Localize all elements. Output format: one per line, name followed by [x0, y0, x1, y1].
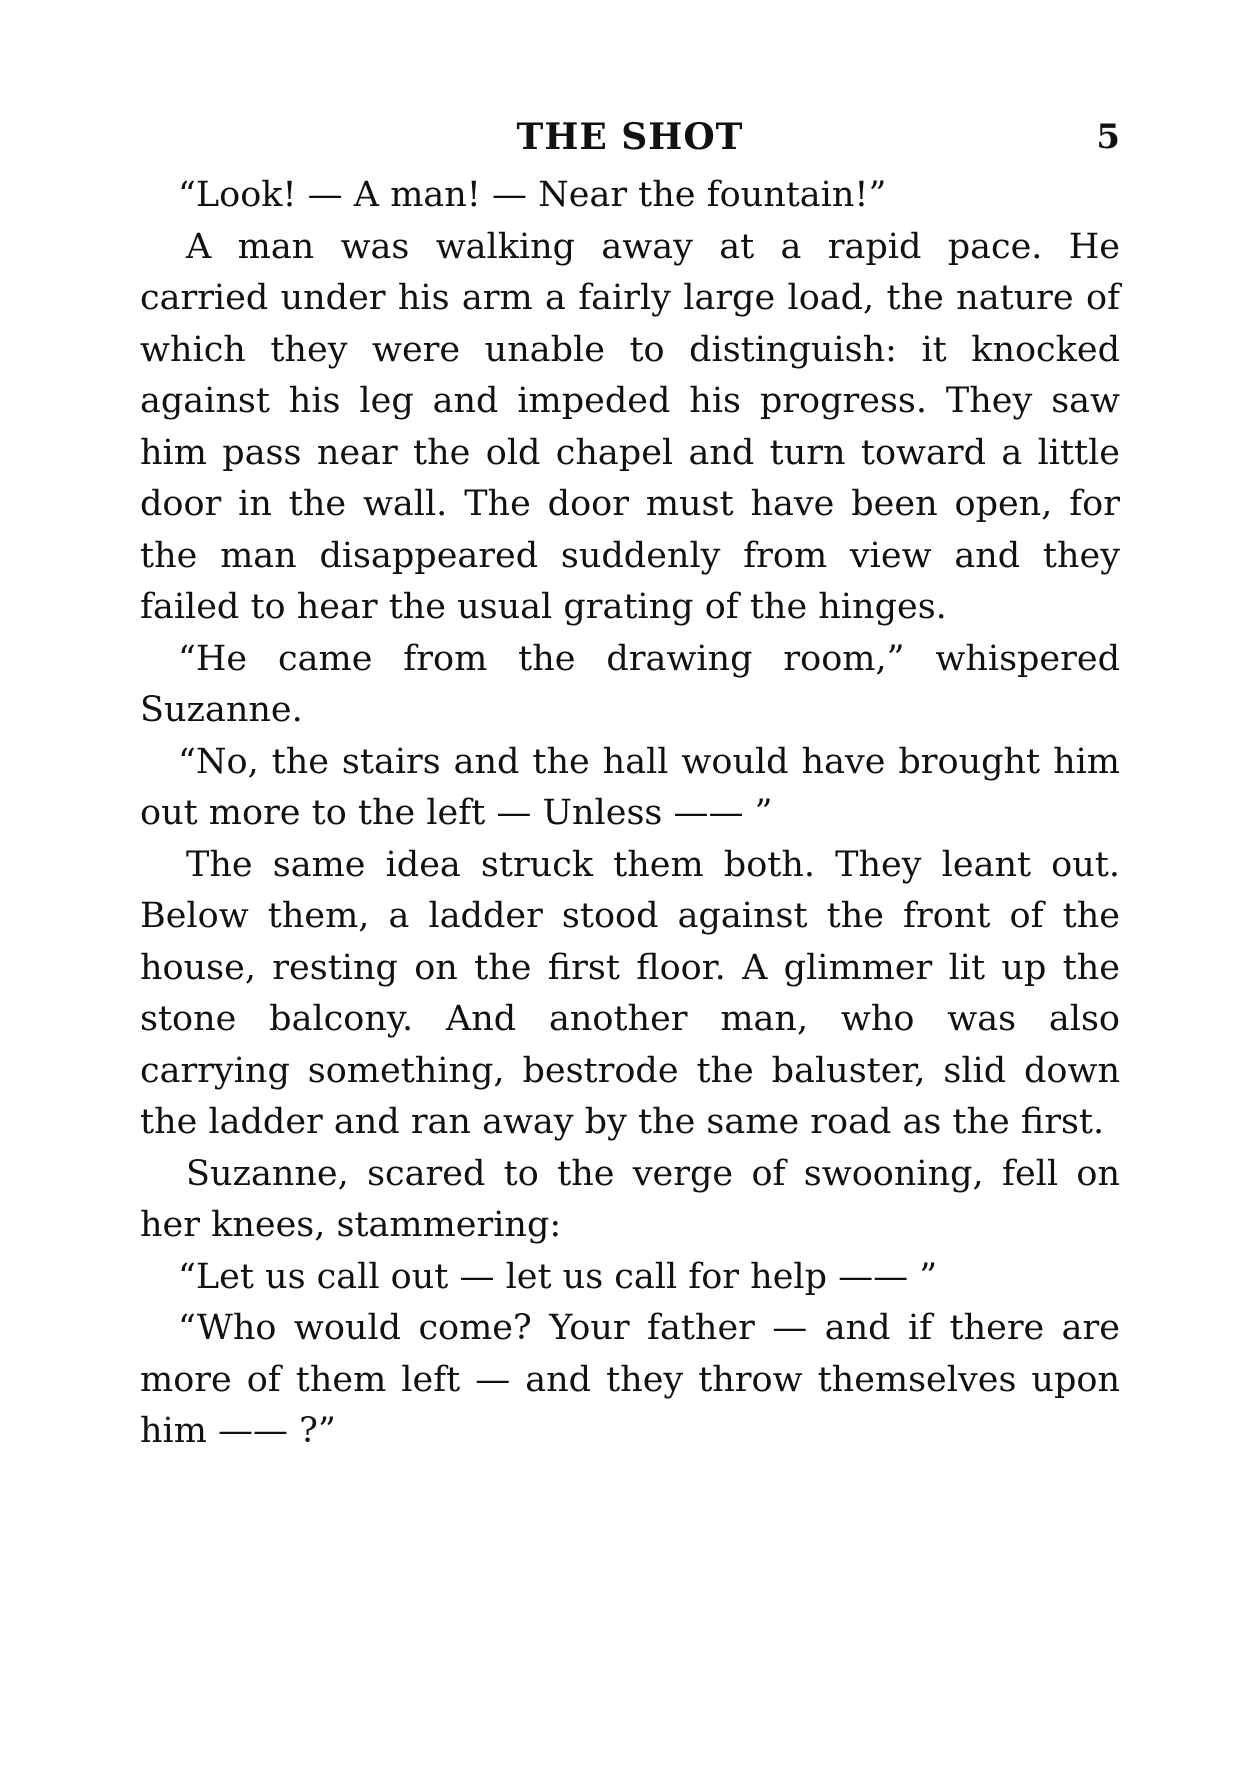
paragraph: “Let us call out — let us call for help —— ”: [178, 1256, 938, 1297]
paragraph: “No, the stairs and the hall would have brought him out more to the left — Unless —— ”: [140, 741, 1120, 833]
body-text: [140, 170, 1120, 1458]
page-header: [140, 112, 1120, 162]
paragraph: The same idea struck them both. They leant out. Below them, a ladder stood against the front of the house, resting on the first floor. A glimmer lit up the stone balcony. And another man, who was also carrying something, bestrode the baluster, slid down the ladder and ran away by the same road as the first.: [140, 844, 1120, 1142]
paragraph: A man was walking away at a rapid pace. He carried under his arm a fairly large load, the nature of which they were unable to distinguish: it knocked against his leg and impeded his progress. They saw him pass near the old chapel and turn toward a little door in the wall. The door must have been open, for the man disappeared suddenly from view and they failed to hear the usual grating of the hinges.: [140, 226, 1120, 627]
page-number: 5: [1096, 117, 1120, 157]
paragraph: “He came from the drawing room,” whispered Suzanne.: [140, 638, 1120, 730]
running-head: THE SHOT: [516, 116, 744, 158]
paragraph: Suzanne, scared to the verge of swooning, fell on her knees, stammering:: [140, 1153, 1120, 1245]
paragraph: “Who would come? Your father — and if there are more of them left — and they throw themselves upon him —— ?”: [140, 1308, 1120, 1451]
paragraph: “Look! — A man! — Near the fountain!”: [178, 175, 887, 215]
